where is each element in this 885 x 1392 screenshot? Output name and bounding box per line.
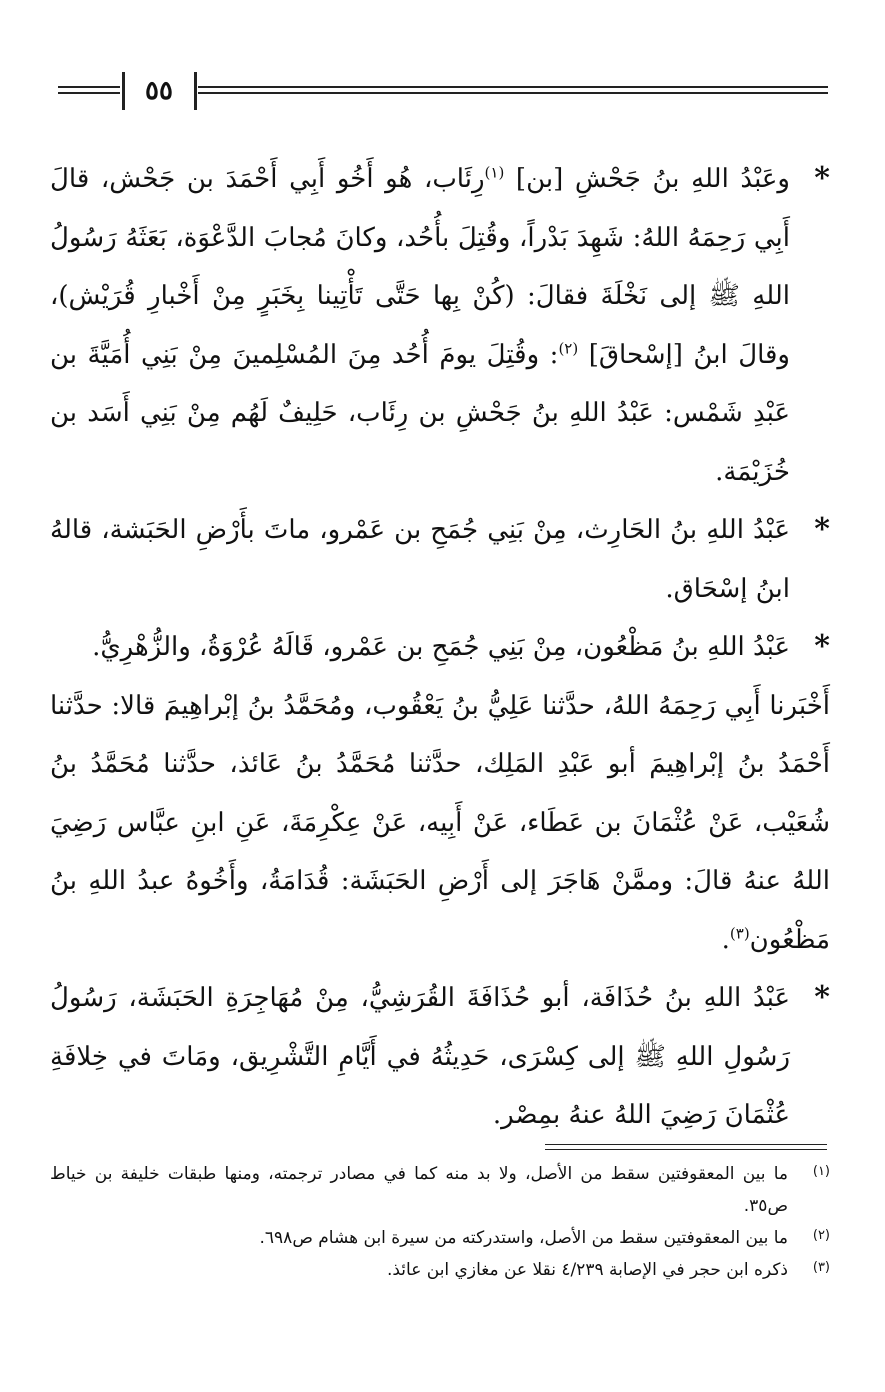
footnote-number: (١) bbox=[812, 1164, 830, 1179]
entry-abdullah-ibn-mazun bbox=[50, 618, 830, 677]
header-rule-right bbox=[198, 86, 828, 94]
entry-marker: * bbox=[814, 512, 830, 547]
entry-text: عَبْدُ اللهِ بنُ حُذَافَة، أبو حُذَافَةَ القُرَشِيُّ، مِنْ مُهَاجِرَةِ الحَبَشَة، رَسُولُ رَسُولِ اللهِ ﷺ إلى كِسْرَى، حَدِيثُهُ في أَيَّامِ التَّشْرِيق، ومَاتَ في خِلافَةِ عُثْمَانَ رَضِيَ اللهُ عنهُ بمِصْر. bbox=[50, 983, 790, 1130]
entry-text: عَبْدُ اللهِ بنُ مَظْعُون، مِنْ بَنِي جُمَحِ بن عَمْرو، قَالَهُ عُرْوَةُ، والزُّهْرِيُّ. bbox=[92, 632, 790, 662]
header-divider-left bbox=[122, 72, 125, 110]
footnote-2 bbox=[50, 1222, 830, 1254]
footnotes bbox=[50, 1158, 830, 1286]
page-number: ٥٥ bbox=[145, 76, 173, 106]
main-text bbox=[50, 150, 830, 1145]
entry-abdullah-ibn-jahsh bbox=[50, 150, 830, 501]
footnote-number: (٣) bbox=[812, 1260, 830, 1275]
footnote-1 bbox=[50, 1158, 830, 1222]
header-rule-left bbox=[58, 86, 120, 94]
entry-text: رِئَاب، هُو أَخُو أَبِي أَحْمَدَ بن جَحْش، قالَ أَبِي رَحِمَهُ اللهُ: شَهِدَ بَدْراً، وقُتِلَ بأُحُد، وكانَ مُجابَ الدَّعْوَة، بَعَثَهُ رَسُولُ اللهِ ﷺ إلى نَخْلَةَ فقالَ: (كُنْ بِها حَتَّى تَأْتِينا بِخَبَرٍ مِنْ أَخْبارِ قُرَيْش)، وقالَ ابنُ [إسْحاقَ] bbox=[50, 164, 790, 370]
entry-marker: * bbox=[814, 629, 830, 664]
footnote-number: (٢) bbox=[812, 1228, 830, 1243]
entry-text: وعَبْدُ اللهِ بنُ جَحْشِ [بن] bbox=[504, 164, 790, 194]
entry-text: عَبْدُ اللهِ بنُ الحَارِث، مِنْ بَنِي جُمَحِ بن عَمْرو، ماتَ بأَرْضِ الحَبَشة، قالهُ ابنُ إسْحَاق. bbox=[50, 515, 790, 604]
footnote-text: ذكره ابن حجر في الإصابة ٤/٢٣٩ نقلا عن مغازي ابن عائذ. bbox=[386, 1260, 788, 1280]
entry-abdullah-ibn-hudhafa bbox=[50, 969, 830, 1145]
footnote-3 bbox=[50, 1254, 830, 1286]
entry-marker: * bbox=[814, 980, 830, 1015]
footnote-separator bbox=[545, 1144, 827, 1150]
entry-abdullah-ibn-al-harith bbox=[50, 501, 830, 618]
paragraph-text: أَخْبَرنا أَبِي رَحِمَهُ اللهُ، حدَّثنا عَلِيُّ بنُ يَعْقُوب، ومُحَمَّدُ بنُ إبْراهِيمَ قالا: حدَّثنا أَحْمَدُ بنُ إبْراهِيمَ أبو عَبْدِ المَلِك، حدَّثنا مُحَمَّدُ بنُ عَائذ، حدَّثنا مُحَمَّدُ بنُ شُعَيْب، عَنْ عُثْمَانَ بن عَطَاء، عَنْ أَبِيه، عَنْ عِكْرِمَةَ، عَنِ ابنِ عبَّاس رَضِيَ اللهُ عنهُ قالَ: وممَّنْ هَاجَرَ إلى أَرْضِ الحَبَشَة: قُدَامَةُ، وأَخُوهُ عبدُ اللهِ بنُ مَظْعُون bbox=[50, 690, 830, 955]
hadith-paragraph bbox=[50, 677, 830, 970]
header-divider-right bbox=[194, 72, 197, 110]
footnote-ref: (٢) bbox=[558, 338, 579, 357]
page-header bbox=[58, 72, 828, 112]
paragraph-text: . bbox=[721, 924, 730, 955]
footnote-text: ما بين المعقوفتين سقط من الأصل، واستدركته من سيرة ابن هشام ص٦٩٨. bbox=[259, 1228, 788, 1248]
footnote-text: ما بين المعقوفتين سقط من الأصل، ولا بد منه كما في مصادر ترجمته، ومنها طبقات خليفة بن خياط ص٣٥. bbox=[50, 1164, 788, 1216]
entry-text: : وقُتِلَ يومَ أُحُد مِنَ المُسْلِمينَ مِنْ بَنِي أُمَيَّةَ بن عَبْدِ شَمْس: عَبْدُ اللهِ بنُ جَحْشِ بن رِئَاب، حَلِيفٌ لَهُم مِنْ بَنِي أَسَد بن خُزَيْمَة. bbox=[50, 339, 790, 487]
entry-marker: * bbox=[814, 161, 830, 196]
footnote-ref: (٣) bbox=[729, 923, 750, 942]
footnote-ref: (١) bbox=[484, 163, 505, 182]
